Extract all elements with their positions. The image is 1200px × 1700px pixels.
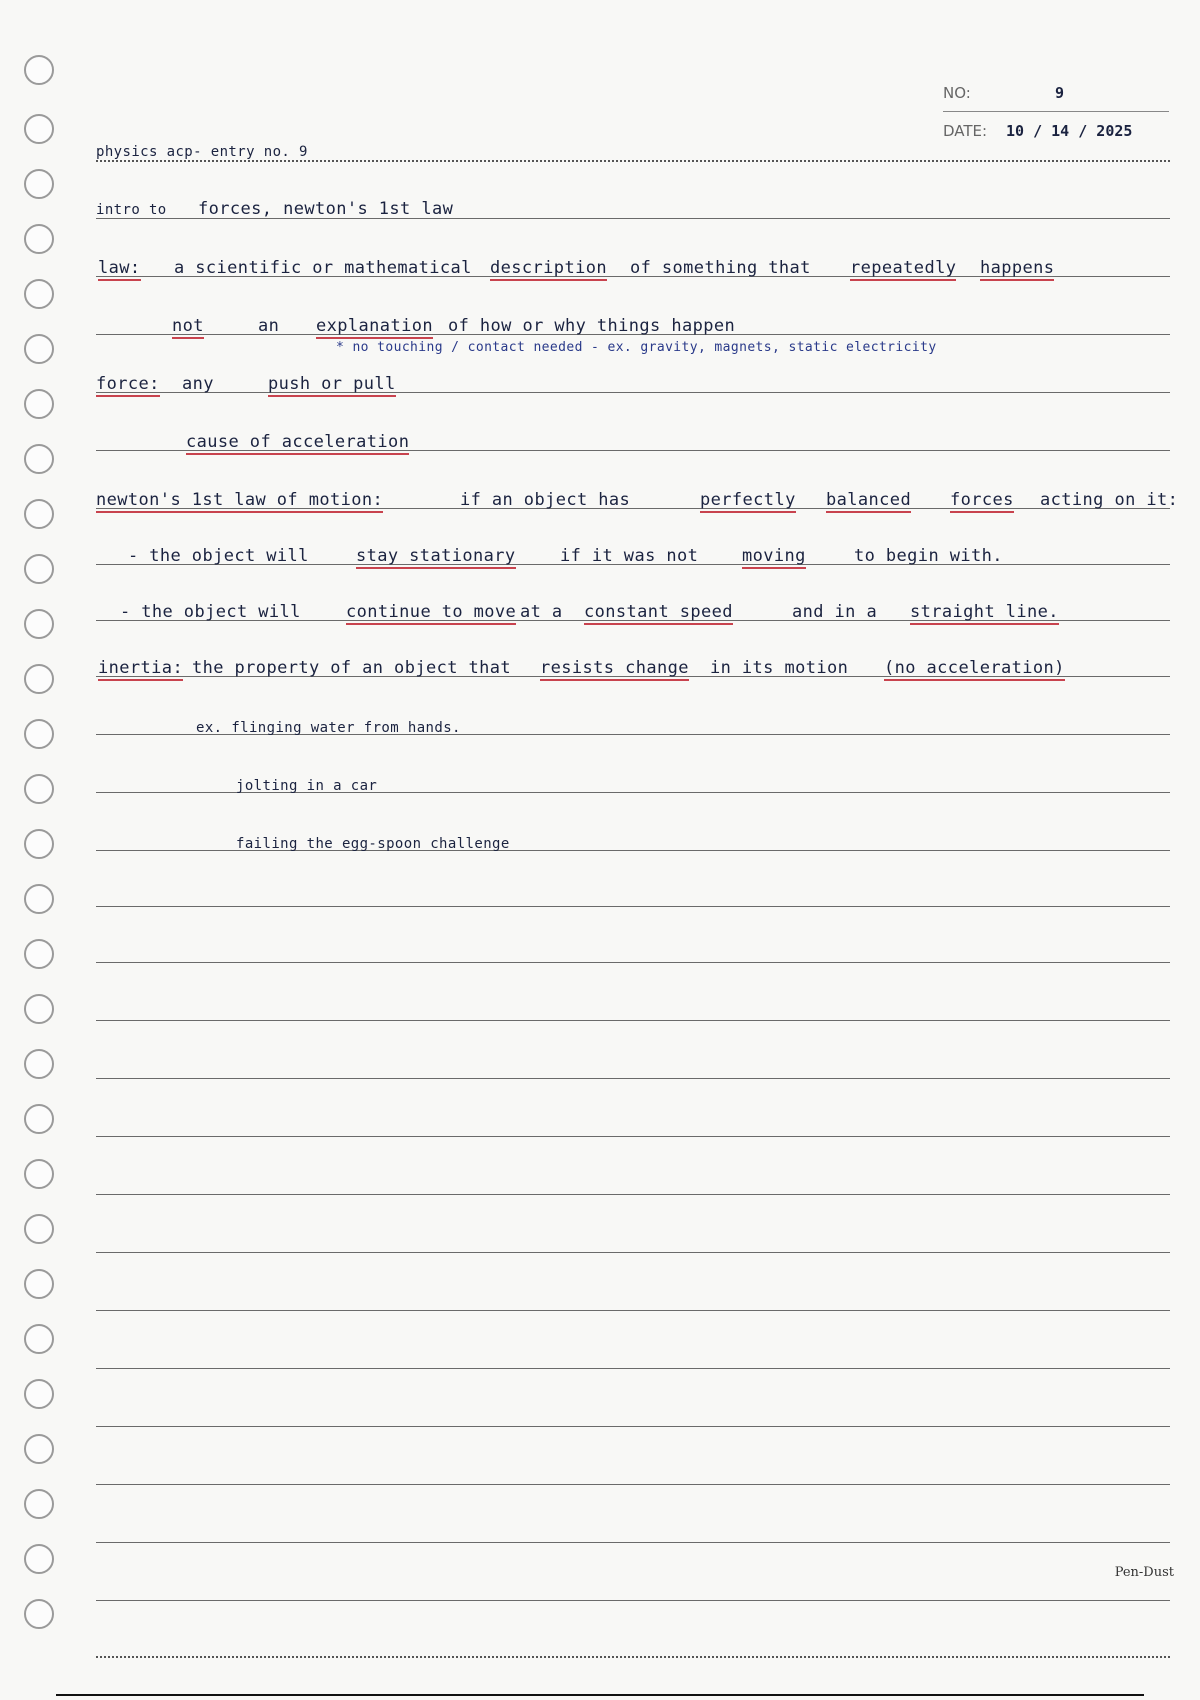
intro-prefix: intro to <box>96 202 167 218</box>
newton-perfectly: perfectly <box>700 490 796 513</box>
ruled-line <box>96 1656 1170 1658</box>
law-an: an <box>258 316 280 336</box>
newton-balanced: balanced <box>826 490 911 513</box>
brand-mark: Pen-Dust <box>1114 1565 1174 1580</box>
binder-hole <box>24 664 54 694</box>
bullet-2-continue: continue to move <box>346 602 516 625</box>
ruled-line <box>96 1426 1170 1427</box>
binder-hole <box>24 389 54 419</box>
binder-hole <box>24 444 54 474</box>
law-definition-description: description <box>490 258 607 281</box>
example-1: ex. flinging water from hands. <box>196 720 461 736</box>
binder-hole <box>24 1379 54 1409</box>
law-definition-happens: happens <box>980 258 1054 281</box>
binder-hole <box>24 1544 54 1574</box>
ruled-line <box>96 1542 1170 1543</box>
inertia-no-acceleration: (no acceleration) <box>884 658 1065 681</box>
ruled-line <box>96 160 1170 162</box>
binder-hole <box>24 1489 54 1519</box>
bullet-1-moving: moving <box>742 546 806 569</box>
ruled-line <box>96 1136 1170 1137</box>
binder-hole <box>24 1214 54 1244</box>
ruled-line <box>96 1252 1170 1253</box>
binder-hole <box>24 1104 54 1134</box>
binder-hole <box>24 1049 54 1079</box>
binder-hole <box>24 224 54 254</box>
binder-hole <box>24 1599 54 1629</box>
term-law: law: <box>98 258 141 281</box>
term-force: force: <box>96 374 160 397</box>
ruled-line <box>96 1310 1170 1311</box>
binder-hole <box>24 774 54 804</box>
law-definition-repeatedly: repeatedly <box>850 258 956 281</box>
example-2: jolting in a car <box>236 778 378 794</box>
entry-title: physics acp- entry no. 9 <box>96 144 308 160</box>
example-3: failing the egg-spoon challenge <box>236 836 510 852</box>
binder-hole <box>24 334 54 364</box>
force-any: any <box>182 374 214 394</box>
binder-hole <box>24 1324 54 1354</box>
force-definition: push or pull <box>268 374 396 397</box>
inertia-definition-3: in its motion <box>710 658 849 678</box>
binder-hole <box>24 994 54 1024</box>
intro-topic: forces, newton's 1st law <box>198 199 454 219</box>
newton-acting: acting on it: <box>1040 490 1179 510</box>
ruled-line <box>96 906 1170 907</box>
ruled-line <box>96 1194 1170 1195</box>
newton-forces: forces <box>950 490 1014 513</box>
binder-hole <box>24 1269 54 1299</box>
binder-hole <box>24 55 54 85</box>
inertia-definition-1: the property of an object that <box>192 658 512 678</box>
ruled-line <box>96 962 1170 963</box>
no-underline <box>943 111 1169 112</box>
bullet-2-at-a: at a <box>520 602 563 622</box>
force-cause: cause of acceleration <box>186 432 409 455</box>
force-side-note: * no touching / contact needed - ex. gravity, magnets, static electricity <box>336 340 937 355</box>
ruled-line <box>96 1020 1170 1021</box>
bullet-2-straight-line: straight line. <box>910 602 1059 625</box>
binder-hole <box>24 499 54 529</box>
ruled-line <box>96 1484 1170 1485</box>
term-newtons-first-law: newton's 1st law of motion: <box>96 490 383 513</box>
binder-hole <box>24 1159 54 1189</box>
law-definition-3: of something that <box>630 258 811 278</box>
term-inertia: inertia: <box>98 658 183 681</box>
bullet-1-middle: if it was not <box>560 546 699 566</box>
bullet-1-stay-stationary: stay stationary <box>356 546 516 569</box>
date-label: DATE: <box>943 122 988 140</box>
no-label: NO: <box>943 84 971 102</box>
binder-hole <box>24 884 54 914</box>
inertia-resists-change: resists change <box>540 658 689 681</box>
newton-definition-1: if an object has <box>460 490 631 510</box>
bullet-1-start: - the object will <box>128 546 309 566</box>
ruled-line <box>96 1368 1170 1369</box>
law-explanation: explanation <box>316 316 433 339</box>
date-value: 10 / 14 / 2025 <box>1006 122 1133 140</box>
bullet-2-and-in-a: and in a <box>792 602 878 622</box>
binder-hole <box>24 114 54 144</box>
binder-hole <box>24 169 54 199</box>
binder-hole <box>24 939 54 969</box>
binder-hole <box>24 719 54 749</box>
binder-hole <box>24 1434 54 1464</box>
bullet-2-constant-speed: constant speed <box>584 602 733 625</box>
binder-hole <box>24 829 54 859</box>
ruled-line <box>96 1600 1170 1601</box>
no-value: 9 <box>1055 84 1065 102</box>
ruled-line <box>96 392 1170 393</box>
ruled-line <box>96 1078 1170 1079</box>
binder-hole <box>24 609 54 639</box>
bullet-2-start: - the object will <box>120 602 301 622</box>
bullet-1-end: to begin with. <box>854 546 1003 566</box>
binder-hole <box>24 279 54 309</box>
law-definition-1: a scientific or mathematical <box>174 258 472 278</box>
binder-hole <box>24 554 54 584</box>
law-not: not <box>172 316 204 339</box>
law-explanation-rest: of how or why things happen <box>448 316 736 336</box>
page-bottom-edge <box>56 1694 1144 1696</box>
